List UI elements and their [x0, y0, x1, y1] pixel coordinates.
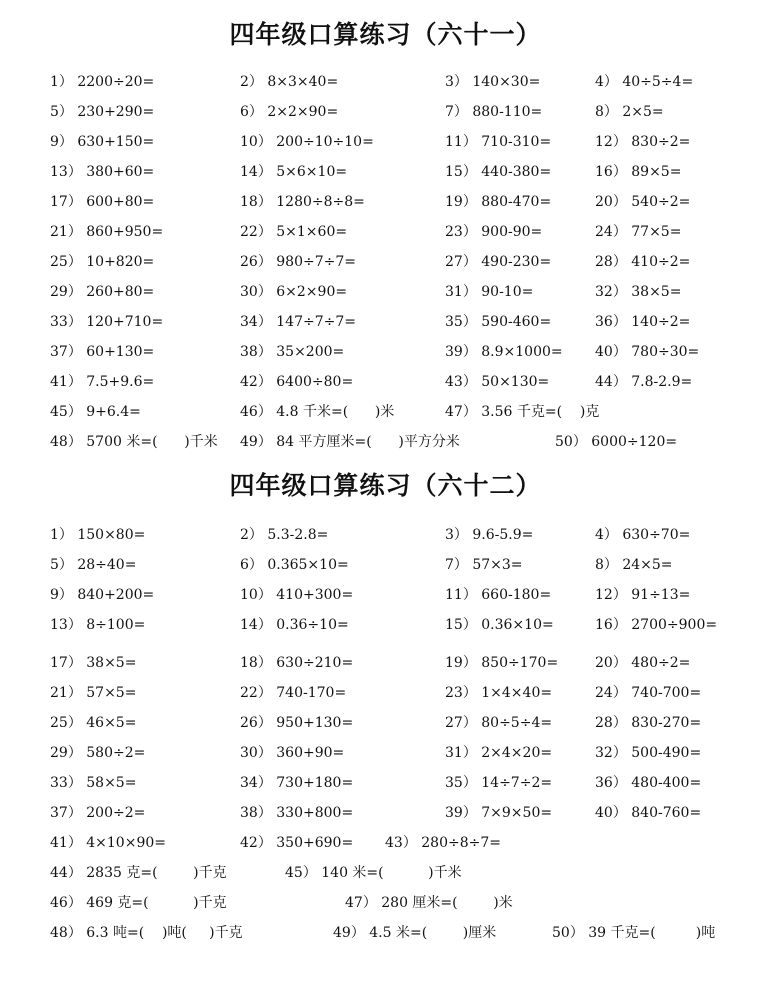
problem-62-43: 43） 280÷8÷7=: [385, 835, 501, 851]
problem-62-6: 6） 0.365×10=: [240, 557, 349, 573]
problem-61-47: 47） 3.56 千克=( )克: [445, 404, 600, 420]
problem-61-29: 29） 260+80=: [50, 284, 155, 300]
problem-62-13: 13） 8÷100=: [50, 617, 146, 633]
problem-62-35: 35） 14÷7÷2=: [445, 775, 553, 791]
problem-61-45: 45） 9+6.4=: [50, 404, 141, 420]
problem-62-3: 3） 9.6-5.9=: [445, 527, 534, 543]
problem-61-26: 26） 980÷7÷7=: [240, 254, 356, 270]
problem-62-16: 16） 2700÷900=: [595, 617, 718, 633]
problem-61-35: 35） 590-460=: [445, 314, 552, 330]
problem-62-5: 5） 28÷40=: [50, 557, 137, 573]
problem-61-37: 37） 60+130=: [50, 344, 155, 360]
problem-62-38: 38） 330+800=: [240, 805, 354, 821]
problem-61-50: 50） 6000÷120=: [555, 434, 678, 450]
problem-61-3: 3） 140×30=: [445, 74, 541, 90]
problem-62-7: 7） 57×3=: [445, 557, 523, 573]
problem-62-14: 14） 0.36÷10=: [240, 617, 349, 633]
problem-62-1: 1） 150×80=: [50, 527, 146, 543]
problem-62-9: 9） 840+200=: [50, 587, 155, 603]
problem-61-40: 40） 780÷30=: [595, 344, 700, 360]
problem-61-18: 18） 1280÷8÷8=: [240, 194, 365, 210]
problem-62-15: 15） 0.36×10=: [445, 617, 554, 633]
problem-62-33: 33） 58×5=: [50, 775, 137, 791]
problem-62-19: 19） 850÷170=: [445, 655, 559, 671]
problem-61-17: 17） 600+80=: [50, 194, 155, 210]
problem-61-27: 27） 490-230=: [445, 254, 552, 270]
problem-62-12: 12） 91÷13=: [595, 587, 691, 603]
worksheet-title-61: 四年级口算练习（六十一）: [229, 20, 542, 49]
problem-61-36: 36） 140÷2=: [595, 314, 691, 330]
problem-61-34: 34） 147÷7÷7=: [240, 314, 356, 330]
problem-61-8: 8） 2×5=: [595, 104, 664, 120]
problem-61-43: 43） 50×130=: [445, 374, 550, 390]
problem-62-10: 10） 410+300=: [240, 587, 354, 603]
problem-61-13: 13） 380+60=: [50, 164, 155, 180]
problem-61-19: 19） 880-470=: [445, 194, 552, 210]
problem-62-39: 39） 7×9×50=: [445, 805, 553, 821]
problem-61-28: 28） 410÷2=: [595, 254, 691, 270]
problem-62-46: 46） 469 克=( )千克: [50, 895, 227, 911]
problem-62-25: 25） 46×5=: [50, 715, 137, 731]
problem-61-41: 41） 7.5+9.6=: [50, 374, 155, 390]
problem-61-21: 21） 860+950=: [50, 224, 164, 240]
problem-61-1: 1） 2200÷20=: [50, 74, 155, 90]
problem-61-33: 33） 120+710=: [50, 314, 164, 330]
problem-61-44: 44） 7.8-2.9=: [595, 374, 693, 390]
problem-61-10: 10） 200÷10÷10=: [240, 134, 374, 150]
problem-62-45: 45） 140 米=( )千米: [285, 865, 462, 881]
problem-62-37: 37） 200÷2=: [50, 805, 146, 821]
problem-61-24: 24） 77×5=: [595, 224, 682, 240]
problem-62-36: 36） 480-400=: [595, 775, 702, 791]
problem-62-23: 23） 1×4×40=: [445, 685, 553, 701]
problem-61-32: 32） 38×5=: [595, 284, 682, 300]
problem-61-5: 5） 230+290=: [50, 104, 155, 120]
problem-62-29: 29） 580÷2=: [50, 745, 146, 761]
problem-61-39: 39） 8.9×1000=: [445, 344, 563, 360]
problem-62-44: 44） 2835 克=( )千克: [50, 865, 227, 881]
problem-61-2: 2） 8×3×40=: [240, 74, 339, 90]
problem-61-31: 31） 90-10=: [445, 284, 534, 300]
problem-61-22: 22） 5×1×60=: [240, 224, 348, 240]
problem-61-20: 20） 540÷2=: [595, 194, 691, 210]
problem-61-6: 6） 2×2×90=: [240, 104, 339, 120]
problem-61-25: 25） 10+820=: [50, 254, 155, 270]
problem-62-32: 32） 500-490=: [595, 745, 702, 761]
problem-61-46: 46） 4.8 千米=( )米: [240, 404, 395, 420]
problem-62-4: 4） 630÷70=: [595, 527, 691, 543]
problem-62-22: 22） 740-170=: [240, 685, 347, 701]
problem-61-11: 11） 710-310=: [445, 134, 552, 150]
problem-61-12: 12） 830÷2=: [595, 134, 691, 150]
problem-62-49: 49） 4.5 米=( )厘米: [333, 925, 497, 941]
problem-62-27: 27） 80÷5÷4=: [445, 715, 553, 731]
problem-62-18: 18） 630÷210=: [240, 655, 354, 671]
problem-62-50: 50） 39 千克=( )吨: [552, 925, 716, 941]
problem-61-9: 9） 630+150=: [50, 134, 155, 150]
problem-62-40: 40） 840-760=: [595, 805, 702, 821]
problem-61-48: 48） 5700 米=( )千米: [50, 434, 218, 450]
problem-61-4: 4） 40÷5÷4=: [595, 74, 694, 90]
problem-62-24: 24） 740-700=: [595, 685, 702, 701]
problem-61-30: 30） 6×2×90=: [240, 284, 348, 300]
worksheet-title-62: 四年级口算练习（六十二）: [229, 471, 542, 500]
problem-62-28: 28） 830-270=: [595, 715, 702, 731]
problem-62-2: 2） 5.3-2.8=: [240, 527, 329, 543]
problem-62-47: 47） 280 厘米=( )米: [345, 895, 513, 911]
problem-62-48: 48） 6.3 吨=( )吨( )千克: [50, 925, 243, 941]
problem-61-14: 14） 5×6×10=: [240, 164, 348, 180]
problem-62-42: 42） 350+690=: [240, 835, 354, 851]
problem-62-41: 41） 4×10×90=: [50, 835, 166, 851]
problem-62-11: 11） 660-180=: [445, 587, 552, 603]
problem-61-23: 23） 900-90=: [445, 224, 543, 240]
problem-61-16: 16） 89×5=: [595, 164, 682, 180]
problem-62-31: 31） 2×4×20=: [445, 745, 553, 761]
problem-61-49: 49） 84 平方厘米=( )平方分米: [240, 434, 460, 450]
problem-61-7: 7） 880-110=: [445, 104, 543, 120]
problem-62-8: 8） 24×5=: [595, 557, 673, 573]
problem-62-20: 20） 480÷2=: [595, 655, 691, 671]
problem-62-26: 26） 950+130=: [240, 715, 354, 731]
problem-62-17: 17） 38×5=: [50, 655, 137, 671]
problem-61-15: 15） 440-380=: [445, 164, 552, 180]
problem-61-42: 42） 6400÷80=: [240, 374, 354, 390]
problem-62-30: 30） 360+90=: [240, 745, 345, 761]
problem-62-21: 21） 57×5=: [50, 685, 137, 701]
problem-61-38: 38） 35×200=: [240, 344, 345, 360]
problem-62-34: 34） 730+180=: [240, 775, 354, 791]
